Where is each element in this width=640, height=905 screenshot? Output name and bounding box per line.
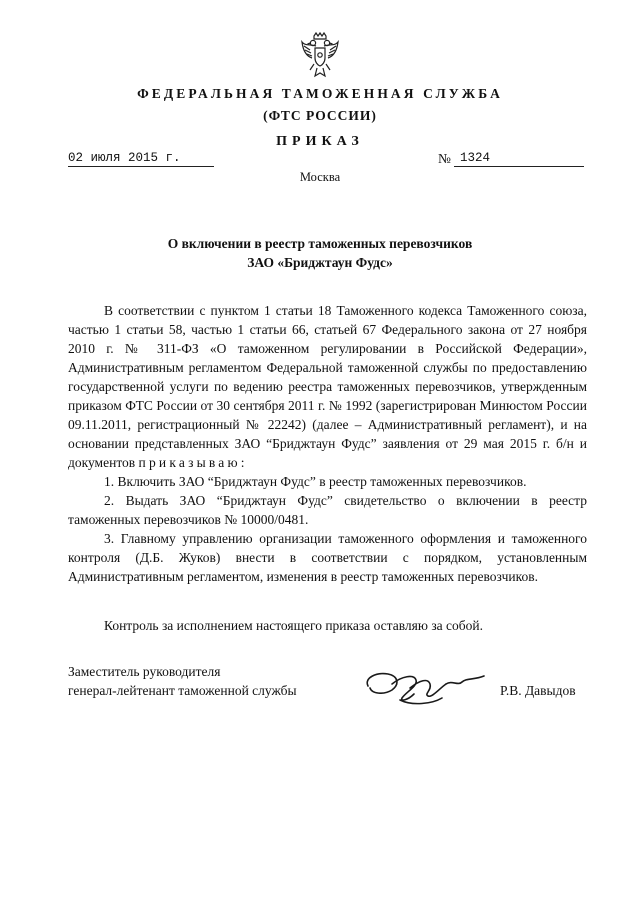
signer-position	[68, 662, 297, 700]
title-line-2: ЗАО «Бриджтаун Фудс»	[247, 255, 393, 270]
agency-abbreviation: (ФТС РОССИИ)	[263, 108, 377, 123]
order-item-3: 3. Главному управлению организации таможенного оформления и таможенного контроля (Д.Б. Жуков) внести в соответствии с порядком, установленным Административным регламентом, изменения в реестр таможенных перевозчиков.	[68, 531, 587, 584]
title-line-1: О включении в реестр таможенных перевозчиков	[167, 236, 473, 251]
order-item-2: 2. Выдать ЗАО “Бриджтаун Фудс” свидетельство о включении в реестр таможенных перевозчиков № 10000/0481.	[68, 493, 587, 527]
order-item-1: 1. Включить ЗАО “Бриджтаун Фудс” в реестр таможенных перевозчиков.	[104, 474, 527, 489]
signer-position-line-2: генерал-лейтенант таможенной службы	[68, 683, 297, 698]
signer-position-line-1: Заместитель руководителя	[68, 664, 221, 679]
preamble-text: В соответствии с пунктом 1 статьи 18 Таможенного кодекса Таможенного союза, частью 1 статьи 58, частью 1 статьи 66, статьей 67 Федерального закона от 27 ноября 2010 г. № 311-ФЗ «О таможенном регулировании в Российской Федерации», Административным регламентом Федеральной таможенной службы по предоставлению государственной услуги по ведению реестра таможенных перевозчиков, утвержденным приказом ФТС России от 30 сентября 2011 г. № 1992 (зарегистрирован Минюстом России 09.11.2011, регистрационный № 22242) (далее – Административный регламент), и на основании представленных ЗАО “Бриджтаун Фудс” заявления от 29 мая 2015 г. б/н и документов	[68, 303, 587, 470]
handwritten-signature-icon	[362, 664, 490, 710]
number-sign: №	[438, 151, 451, 166]
document-title	[80, 234, 560, 272]
control-clause: Контроль за исполнением настоящего приказа оставляю за собой.	[104, 618, 483, 633]
order-keyword: приказываю:	[138, 455, 248, 470]
document-type: ПРИКАЗ	[276, 134, 364, 149]
agency-name: ФЕДЕРАЛЬНАЯ ТАМОЖЕННАЯ СЛУЖБА	[137, 86, 503, 101]
city: Москва	[299, 170, 341, 184]
order-date: 02 июля 2015 г.	[68, 151, 214, 167]
signer-name: Р.В. Давыдов	[500, 683, 576, 698]
double-headed-eagle-emblem-icon	[300, 30, 340, 78]
preamble-paragraph	[68, 301, 587, 472]
order-body	[68, 301, 587, 586]
order-number: 1324	[454, 151, 584, 167]
